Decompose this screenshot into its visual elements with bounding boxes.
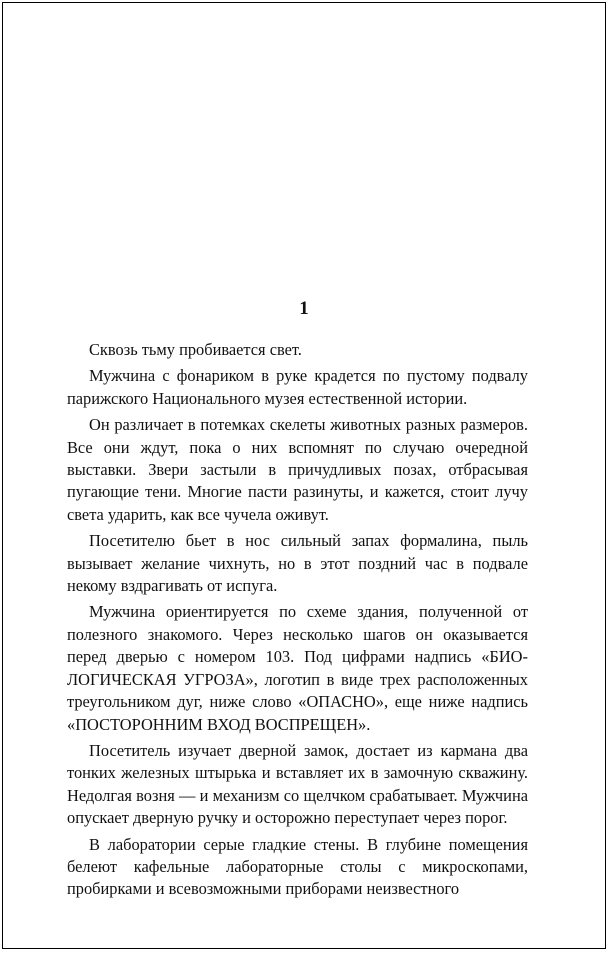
page-frame [2,2,606,949]
paragraph: Посетителю бьет в нос сильный запах формалина, пыль вызывает желание чихнуть, но в этот поздний час в подвале некому вздрагивать от испуга. [67,531,528,596]
paragraph: Сквозь тьму пробивается свет. [89,340,302,359]
paragraph: В лаборатории серые гладкие стены. В глубине помещения белеют кафельные лабораторные столы с микроскопами, пробирками и всевозможными приборами неизвестного [67,834,528,899]
chapter-number: 1 [299,298,309,319]
body-text [67,339,528,901]
paragraph: Мужчина ориентируется по схеме здания, полученной от полезного знакомого. Через несколько шагов он оказывается перед дверью с номером 103. Под цифрами надпись «БИОЛОГИЧЕСКАЯ УГРОЗА», логотип в виде трех расположенных треугольником дуг, ниже слово «ОПАСНО», еще ниже надпись «ПОСТОРОННИМ ВХОД ВОСПРЕЩЕН». [67,602,528,734]
paragraph: Мужчина с фонариком в руке крадется по пустому подвалу парижского Национального музея естественной истории. [67,366,528,408]
paragraph: Он различает в потемках скелеты животных разных размеров. Все они ждут, пока о них вспомнят по случаю очередной выставки. Звери застыли в причудливых позах, отбрасывая пугающие тени. Многие пасти разинуты, и кажется, стоит лучу света ударить, как все чучела оживут. [67,415,528,524]
paragraph: Посетитель изучает дверной замок, достает из кармана два тонких железных штырька и вставляет их в замочную скважину. Недолгая возня — и механизм со щелчком срабатывает. Мужчина опускает дверную ручку и осторожно переступает через порог. [67,740,528,828]
